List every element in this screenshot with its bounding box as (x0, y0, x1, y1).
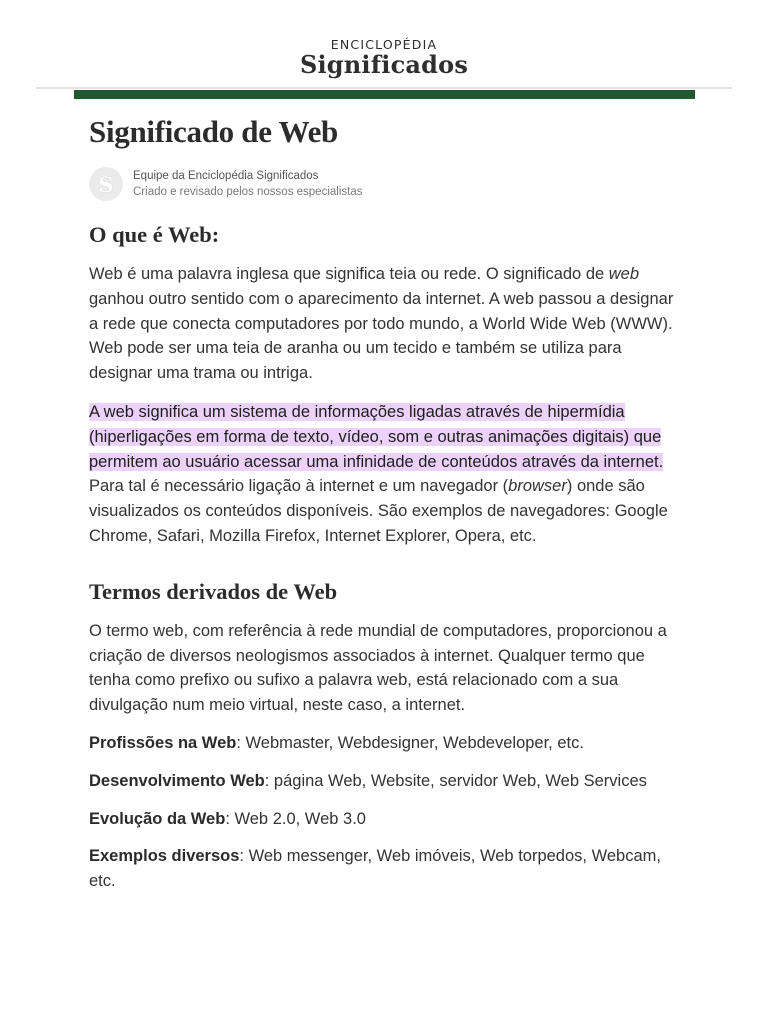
author-name[interactable]: Equipe da Enciclopédia Significados (133, 169, 319, 182)
highlighted-text[interactable]: A web significa um sistema de informações ligadas através de hipermídia (hiperligações em forma de texto, vídeo, som e outras animações digitais) que permitem ao usuário acessar uma infinidade de conteúdos através da internet. (89, 402, 664, 471)
term-value: : Web 2.0, Web 3.0 (225, 809, 366, 828)
term-item (89, 844, 685, 894)
paragraph-terms-intro: O termo web, com referência à rede mundial de computadores, proporcionou a criação de diversos neologismos associados à internet. Qualquer termo que tenha como prefixo ou sufixo a palavra web, está relacionado com a sua divulgação num meio virtual, neste caso, a internet. (89, 621, 667, 715)
term-label: Profissões na Web (89, 733, 237, 752)
author-subtitle: Criado e revisado pelos nossos especialistas (133, 185, 363, 198)
p2-text-b: ) onde são visualizados os conteúdos disponíveis. São exemplos de navegadores: Google Chrome, Safari, Mozilla Firefox, Internet Explorer, Opera, etc. (89, 477, 668, 545)
site-logo[interactable] (0, 38, 768, 78)
term-label: Desenvolvimento Web (89, 771, 265, 790)
term-item (89, 807, 685, 832)
p1-text-b: ganhou outro sentido com o aparecimento da internet. A web passou a designar a rede que conecta computadores por todo mundo, a World Wide Web (WWW). Web pode ser uma teia de aranha ou um tecido e também se utiliza para designar uma trama ou intriga. (89, 289, 674, 383)
logo-small-text: ENCICLOPÉDIA (330, 37, 438, 52)
term-item (89, 769, 685, 794)
avatar (89, 167, 123, 201)
p2-emphasis: browser (508, 477, 567, 496)
paragraph-definition (89, 262, 685, 386)
header-divider (36, 87, 732, 89)
term-label: Evolução da Web (89, 809, 226, 828)
term-item (89, 731, 685, 756)
author-info (133, 169, 362, 200)
page-title: Significado de Web (89, 114, 338, 149)
logo-big-text: Significados (299, 50, 469, 79)
avatar-letter: S (98, 171, 114, 197)
section-heading-what: O que é Web: (89, 222, 220, 247)
site-header (0, 0, 768, 90)
author-block (89, 166, 685, 202)
p1-text-a: Web é uma palavra inglesa que significa teia ou rede. O significado de (89, 265, 609, 283)
term-value: : Webmaster, Webdesigner, Webdeveloper, etc. (236, 733, 584, 752)
term-value: : página Web, Website, servidor Web, Web Services (264, 771, 647, 790)
article (89, 112, 685, 894)
brand-bar (74, 90, 695, 99)
section-heading-terms: Termos derivados de Web (89, 578, 338, 604)
paragraph-web-system (89, 400, 685, 549)
term-label: Exemplos diversos (89, 847, 240, 866)
p2-text-a: Para tal é necessário ligação à internet e um navegador ( (89, 477, 509, 496)
p1-emphasis: web (608, 265, 640, 283)
term-value: : Web messenger, Web imóveis, Web torpedos, Webcam, etc. (89, 847, 661, 891)
